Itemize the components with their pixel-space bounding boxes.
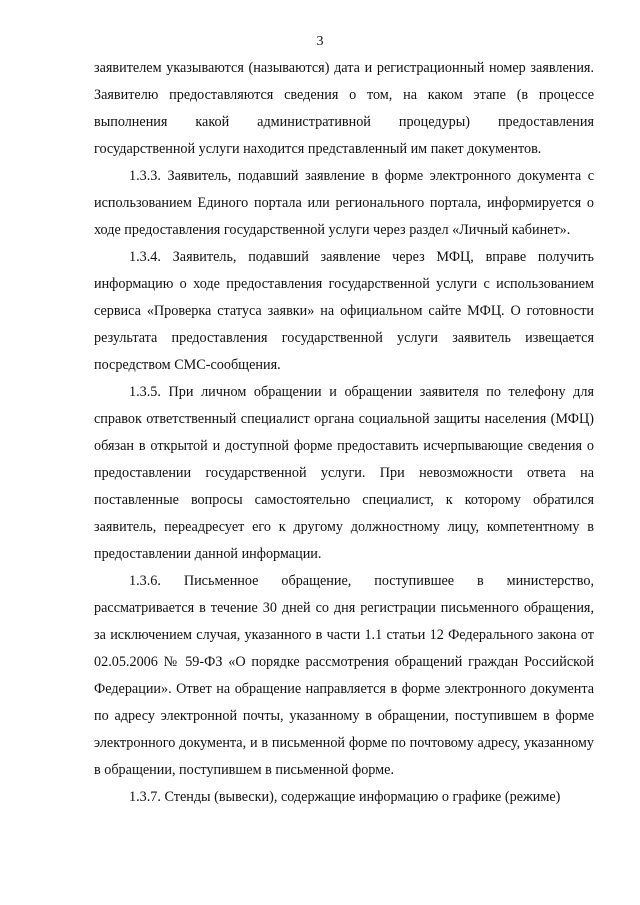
paragraph-continuation: заявителем указываются (называются) дата и регистрационный номер заявления. Заявителю предоставляются сведения о том, на каком этапе (в процессе выполнения какой административной процедуры) предоставления государственной услуги находится представленный им пакет документов. xyxy=(94,60,594,157)
paragraph-1-3-7: 1.3.7. Стенды (вывески), содержащие информацию о графике (режиме) xyxy=(129,789,561,805)
page-number: 3 xyxy=(316,34,324,49)
paragraph-1-3-5: 1.3.5. При личном обращении и обращении заявителя по телефону для справок ответственный специалист органа социальной защиты населения (МФЦ) обязан в открытой и доступной форме предоставить исчерпывающие сведения о предоставлении государственной услуги. При невозможности ответа на поставленные вопросы самостоятельно специалист, к которому обратился заявитель, переадресует его к другому должностному лицу, компетентному в предоставлении данной информации. xyxy=(94,384,594,562)
paragraph-1-3-4: 1.3.4. Заявитель, подавший заявление через МФЦ, вправе получить информацию о ходе предоставления государственной услуги с использованием сервиса «Проверка статуса заявки» на официальном сайте МФЦ. О готовности результата предоставления государственной услуги заявитель извещается посредством СМС-сообщения. xyxy=(94,249,594,373)
document-body xyxy=(94,55,594,811)
paragraph-1-3-3: 1.3.3. Заявитель, подавший заявление в форме электронного документа с использованием Единого портала или регионального портала, информируется о ходе предоставления государственной услуги через раздел «Личный кабинет». xyxy=(94,168,594,238)
paragraph-1-3-6: 1.3.6. Письменное обращение, поступившее в министерство, рассматривается в течение 30 дней со дня регистрации письменного обращения, за исключением случая, указанного в части 1.1 статьи 12 Федерального закона от 02.05.2006 № 59-ФЗ «О порядке рассмотрения обращений граждан Российской Федерации». Ответ на обращение направляется в форме электронного документа по адресу электронной почты, указанному в обращении, поступившем в форме электронного документа, и в письменной форме по почтовому адресу, указанному в обращении, поступившем в письменной форме. xyxy=(94,573,594,778)
